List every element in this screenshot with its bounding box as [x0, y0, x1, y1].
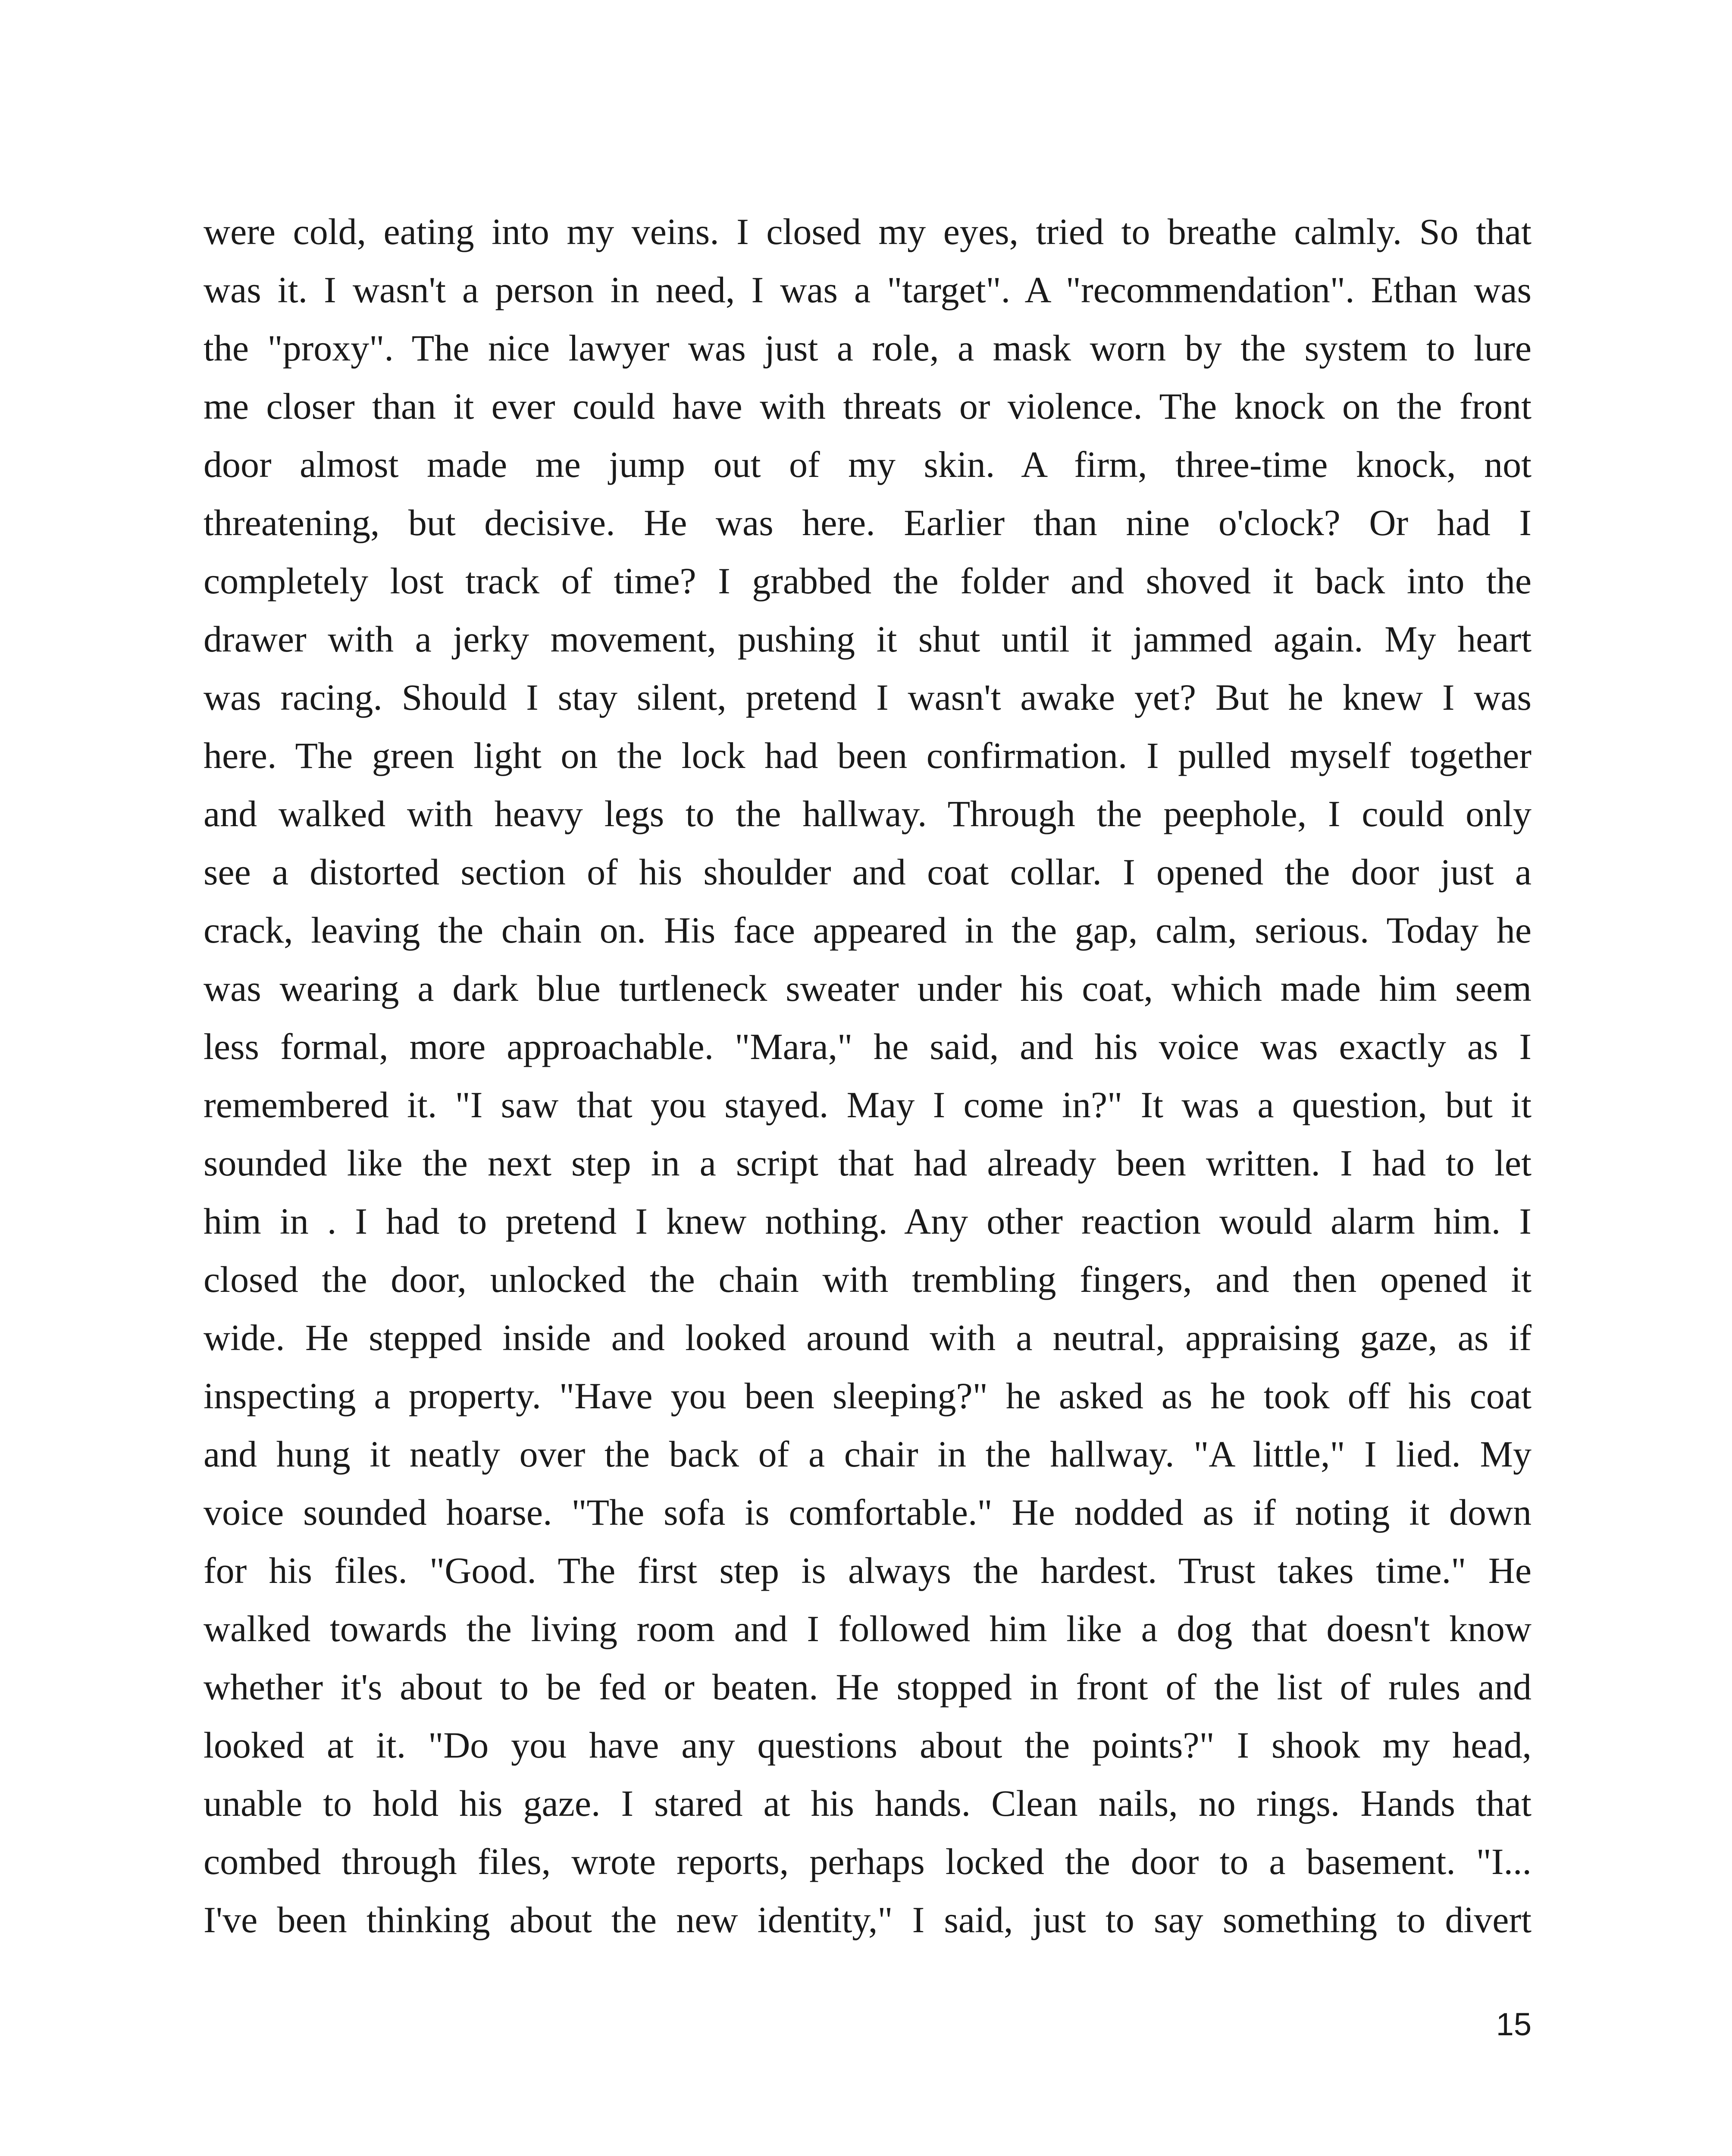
text-line: was racing. Should I stay silent, pretend I wasn't awake yet? But he knew I was — [204, 677, 1532, 718]
text-line: remembered it. "I saw that you stayed. May I come in?" It was a question, but it — [204, 1084, 1532, 1125]
text-line: unable to hold his gaze. I stared at his hands. Clean nails, no rings. Hands that — [204, 1783, 1532, 1824]
text-line: combed through files, wrote reports, perhaps locked the door to a basement. "I... — [204, 1841, 1532, 1882]
text-line: was it. I wasn't a person in need, I was a "target". A "recommendation". Ethan was — [204, 269, 1532, 310]
text-line: voice sounded hoarse. "The sofa is comfortable." He nodded as if noting it down — [204, 1492, 1532, 1533]
text-line: crack, leaving the chain on. His face appeared in the gap, calm, serious. Today he — [204, 909, 1532, 951]
text-line: looked at it. "Do you have any questions about the points?" I shook my head, — [204, 1724, 1532, 1766]
text-line: here. The green light on the lock had been confirmation. I pulled myself together — [204, 735, 1532, 776]
text-line: the "proxy". The nice lawyer was just a role, a mask worn by the system to lure — [204, 327, 1532, 369]
text-line: closed the door, unlocked the chain with trembling fingers, and then opened it — [204, 1259, 1532, 1300]
text-line: less formal, more approachable. "Mara," he said, and his voice was exactly as I — [204, 1026, 1532, 1067]
body-text — [204, 203, 1532, 1949]
page-number: 15 — [1496, 2006, 1532, 2042]
text-line: I've been thinking about the new identity," I said, just to say something to divert — [204, 1899, 1532, 1940]
text-line: door almost made me jump out of my skin. A firm, three-time knock, not — [204, 444, 1532, 485]
text-line: was wearing a dark blue turtleneck sweater under his coat, which made him seem — [204, 968, 1532, 1009]
text-line: threatening, but decisive. He was here. Earlier than nine o'clock? Or had I — [204, 502, 1532, 543]
text-line: for his files. "Good. The first step is always the hardest. Trust takes time." He — [204, 1550, 1532, 1591]
text-line: walked towards the living room and I followed him like a dog that doesn't know — [204, 1608, 1532, 1649]
text-line: were cold, eating into my veins. I closed my eyes, tried to breathe calmly. So that — [204, 211, 1532, 252]
text-line: wide. He stepped inside and looked around with a neutral, appraising gaze, as if — [204, 1317, 1532, 1358]
text-line: and hung it neatly over the back of a chair in the hallway. "A little," I lied. My — [204, 1433, 1532, 1475]
text-line: and walked with heavy legs to the hallway. Through the peephole, I could only — [204, 793, 1532, 834]
text-line: see a distorted section of his shoulder and coat collar. I opened the door just a — [204, 851, 1532, 893]
text-line: drawer with a jerky movement, pushing it shut until it jammed again. My heart — [204, 618, 1532, 660]
text-line: completely lost track of time? I grabbed the folder and shoved it back into the — [204, 560, 1532, 602]
text-line: him in . I had to pretend I knew nothing. Any other reaction would alarm him. I — [204, 1200, 1532, 1242]
text-line: whether it's about to be fed or beaten. He stopped in front of the list of rules and — [204, 1666, 1532, 1708]
text-line: me closer than it ever could have with threats or violence. The knock on the front — [204, 385, 1532, 427]
text-line: sounded like the next step in a script that had already been written. I had to let — [204, 1142, 1532, 1184]
text-line: inspecting a property. "Have you been sleeping?" he asked as he took off his coat — [204, 1375, 1532, 1416]
